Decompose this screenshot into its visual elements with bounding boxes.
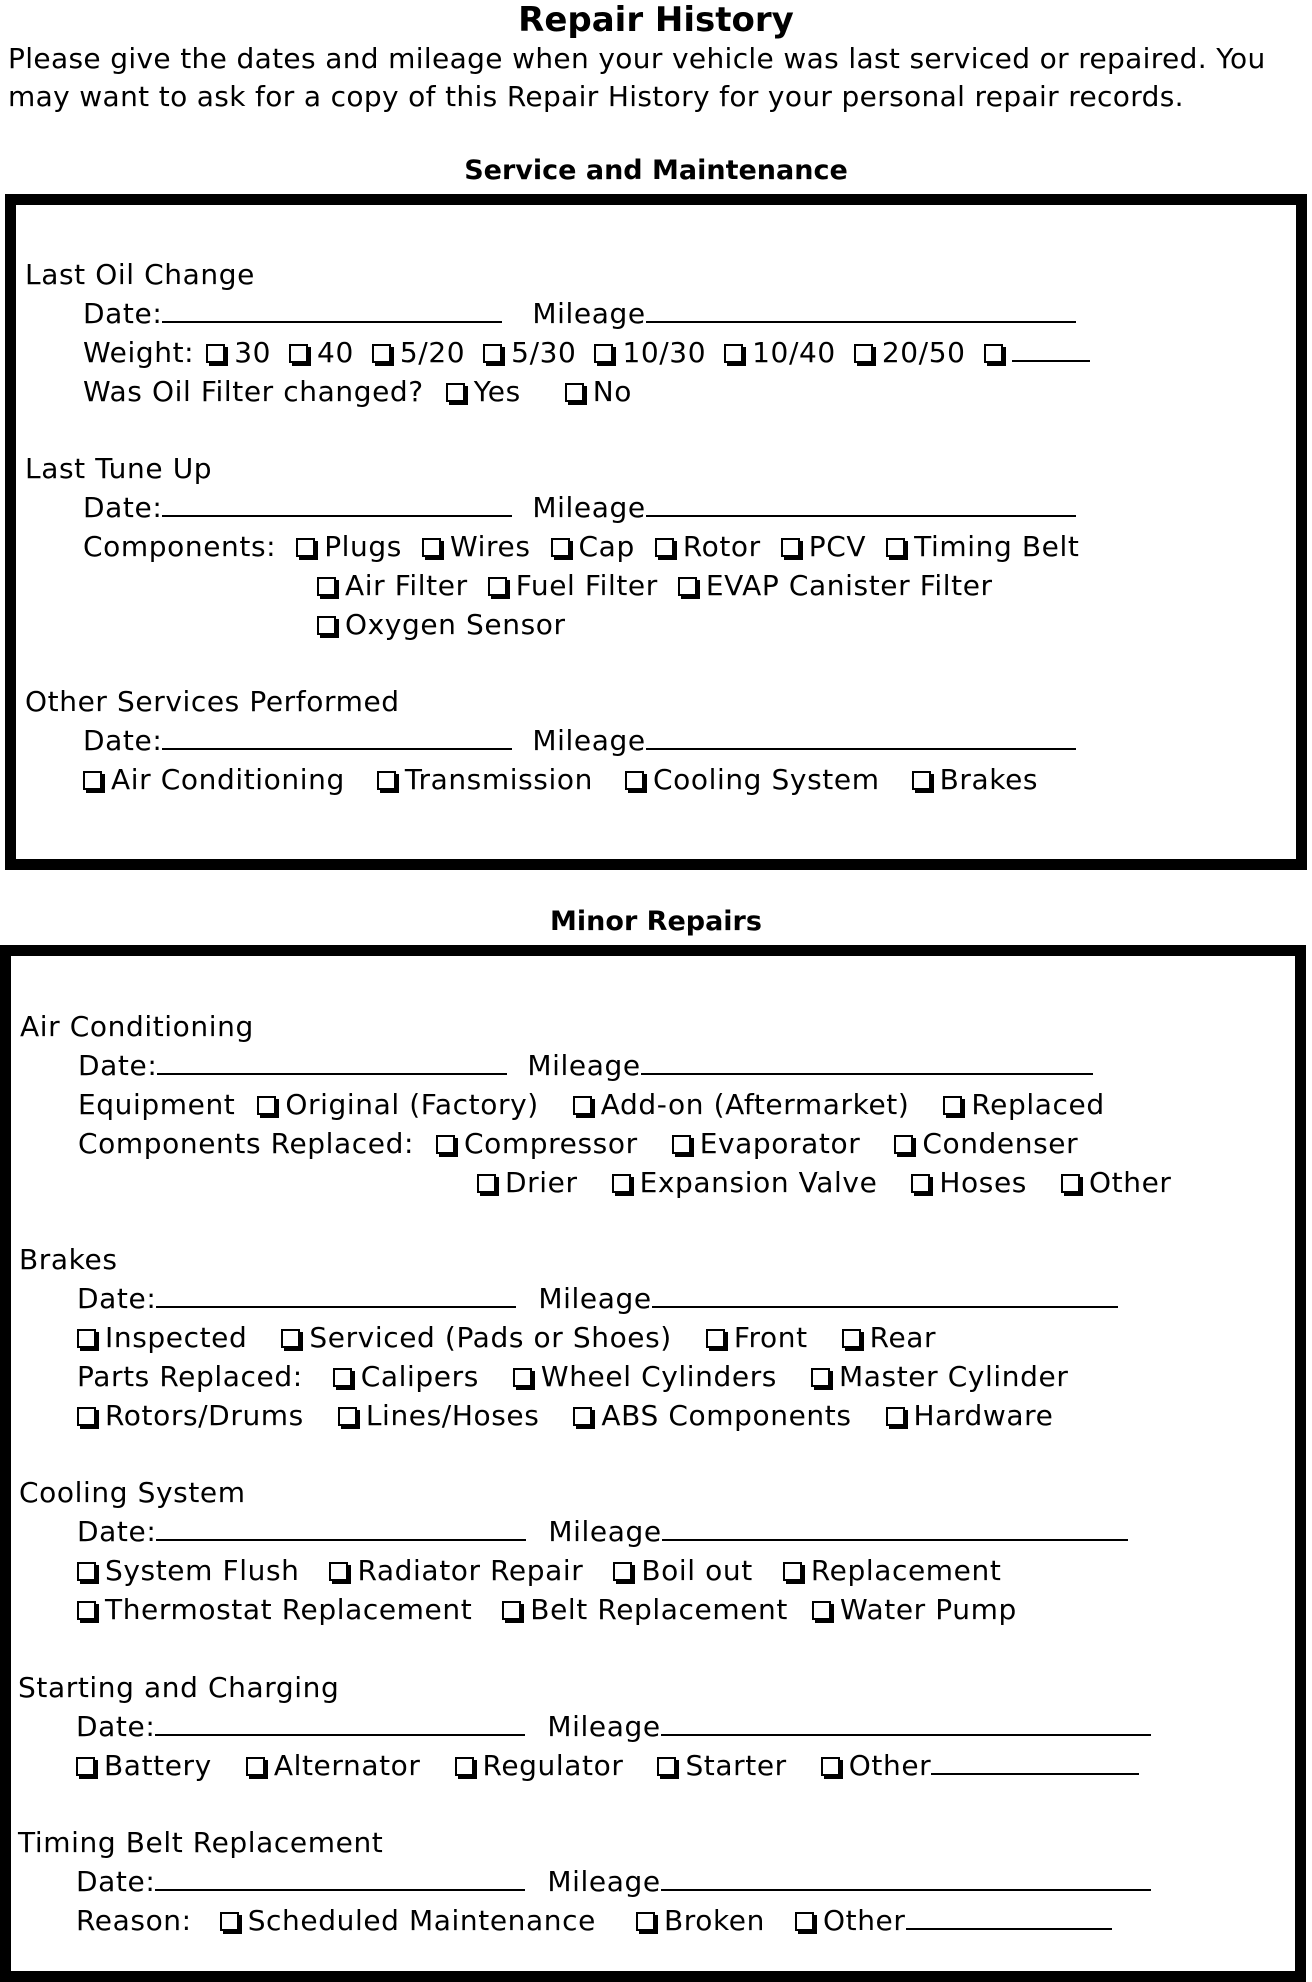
checkbox[interactable]	[886, 1407, 905, 1426]
component-option[interactable]: Timing Belt	[886, 527, 1079, 566]
checkbox[interactable]	[551, 538, 570, 557]
tune-up-title: Last Tune Up	[25, 452, 213, 485]
oil-change-title: Last Oil Change	[25, 258, 255, 291]
ac-date-row	[20, 1046, 1172, 1085]
checkbox[interactable]	[446, 383, 465, 402]
checkbox[interactable]	[513, 1368, 532, 1387]
other-services-group	[25, 682, 1076, 799]
checkbox[interactable]	[289, 344, 308, 363]
starting-charging-group	[18, 1668, 1151, 1785]
starting-charging-title: Starting and Charging	[18, 1671, 340, 1704]
checkbox[interactable]	[657, 1757, 676, 1776]
service-option[interactable]: Brakes	[912, 760, 1039, 799]
checkbox[interactable]	[436, 1135, 455, 1154]
brakes-parts-row-2	[19, 1396, 1118, 1435]
starting-other-option[interactable]: Other	[821, 1746, 1140, 1785]
cooling-group	[19, 1473, 1128, 1629]
checkbox[interactable]	[672, 1135, 691, 1154]
component-option[interactable]: Wires	[422, 527, 531, 566]
checkbox[interactable]	[317, 616, 336, 635]
timing-reason-row	[18, 1901, 1151, 1940]
timing-mileage-field[interactable]	[661, 1865, 1151, 1891]
cooling-options-row-2	[19, 1590, 1128, 1629]
weight-other-field[interactable]	[1012, 336, 1090, 362]
checkbox[interactable]	[333, 1368, 352, 1387]
weight-option[interactable]: 10/40	[724, 333, 836, 372]
checkbox[interactable]	[613, 1562, 632, 1581]
component-option[interactable]: Hoses	[911, 1163, 1027, 1202]
date-label: Date:	[77, 1515, 157, 1548]
cooling-option[interactable]: Radiator Repair	[329, 1551, 583, 1590]
starting-option[interactable]: Regulator	[455, 1746, 624, 1785]
reason-other-field[interactable]	[906, 1904, 1112, 1930]
oil-mileage-field[interactable]	[646, 297, 1076, 323]
starting-option[interactable]: Alternator	[246, 1746, 421, 1785]
brakes-parts-row	[19, 1357, 1118, 1396]
checkbox[interactable]	[894, 1135, 913, 1154]
starting-date-field[interactable]	[155, 1710, 525, 1736]
oil-date-field[interactable]	[162, 297, 502, 323]
part-option[interactable]: Calipers	[333, 1357, 479, 1396]
weight-label: Weight:	[83, 336, 195, 369]
weight-option-other[interactable]	[984, 333, 1090, 372]
weight-option[interactable]: 10/30	[594, 333, 706, 372]
date-label: Date:	[76, 1710, 156, 1743]
brakes-mileage-field[interactable]	[652, 1282, 1118, 1308]
tune-date-field[interactable]	[162, 491, 512, 517]
checkbox[interactable]	[338, 1407, 357, 1426]
component-option[interactable]: Compressor	[436, 1124, 638, 1163]
part-option[interactable]: ABS Components	[573, 1396, 851, 1435]
checkbox[interactable]	[422, 538, 441, 557]
component-option[interactable]: Oxygen Sensor	[317, 605, 566, 644]
brakes-title: Brakes	[19, 1243, 118, 1276]
checkbox[interactable]	[912, 771, 931, 790]
checkbox[interactable]	[781, 538, 800, 557]
checkbox[interactable]	[565, 383, 584, 402]
checkbox[interactable]	[77, 1562, 96, 1581]
reason-option[interactable]: Broken	[636, 1901, 765, 1940]
tune-date-row	[25, 488, 1079, 527]
date-label: Date:	[76, 1865, 156, 1898]
intro-text: Please give the dates and mileage when your vehicle was last serviced or repaired. You may want to ask for a copy of this Repair History for your personal repair records.	[8, 42, 1266, 113]
other-mileage-field[interactable]	[646, 724, 1076, 750]
component-option[interactable]: Expansion Valve	[612, 1163, 878, 1202]
reason-label: Reason:	[76, 1904, 192, 1937]
checkbox[interactable]	[77, 1601, 96, 1620]
ac-group	[20, 1007, 1172, 1202]
brakes-option[interactable]: Inspected	[77, 1318, 247, 1357]
part-option[interactable]: Rotors/Drums	[77, 1396, 304, 1435]
equipment-option[interactable]: Original (Factory)	[257, 1085, 538, 1124]
checkbox[interactable]	[329, 1562, 348, 1581]
cooling-mileage-field[interactable]	[662, 1515, 1128, 1541]
mileage-label: Mileage	[547, 1865, 661, 1898]
service-box	[5, 194, 1307, 870]
component-option[interactable]: Rotor	[655, 527, 761, 566]
cooling-option[interactable]: Thermostat Replacement	[77, 1590, 472, 1629]
checkbox[interactable]	[281, 1329, 300, 1348]
checkbox[interactable]	[842, 1329, 861, 1348]
checkbox[interactable]	[724, 344, 743, 363]
filter-yes-option[interactable]: Yes	[446, 372, 521, 411]
checkbox[interactable]	[984, 344, 1003, 363]
ac-title: Air Conditioning	[20, 1010, 254, 1043]
cooling-option[interactable]: Water Pump	[812, 1590, 1017, 1629]
mileage-label: Mileage	[547, 1710, 661, 1743]
ac-components-row-2	[20, 1163, 1172, 1202]
part-option[interactable]: Lines/Hoses	[338, 1396, 540, 1435]
weight-option[interactable]: 20/50	[854, 333, 966, 372]
weight-option[interactable]: 30	[206, 333, 271, 372]
checkbox[interactable]	[502, 1601, 521, 1620]
tune-mileage-field[interactable]	[646, 491, 1076, 517]
checkbox[interactable]	[811, 1368, 830, 1387]
tune-components-row-3	[25, 605, 1079, 644]
checkbox[interactable]	[455, 1757, 474, 1776]
checkbox[interactable]	[655, 538, 674, 557]
equipment-label: Equipment	[78, 1088, 236, 1121]
mileage-label: Mileage	[532, 724, 646, 757]
date-label: Date:	[83, 491, 163, 524]
brakes-date-field[interactable]	[156, 1282, 516, 1308]
reason-option[interactable]: Scheduled Maintenance	[220, 1901, 596, 1940]
starting-option[interactable]: Starter	[657, 1746, 786, 1785]
checkbox[interactable]	[377, 771, 396, 790]
mileage-label: Mileage	[538, 1282, 652, 1315]
other-date-row	[25, 721, 1076, 760]
checkbox[interactable]	[573, 1096, 592, 1115]
timing-date-field[interactable]	[155, 1865, 525, 1891]
component-option[interactable]: Cap	[551, 527, 635, 566]
date-label: Date:	[83, 724, 163, 757]
component-option[interactable]: Other	[1061, 1163, 1172, 1202]
checkbox[interactable]	[795, 1912, 814, 1931]
starting-date-row	[18, 1707, 1151, 1746]
ac-components-row	[20, 1124, 1172, 1163]
minor-repairs-box	[0, 945, 1306, 1982]
part-option[interactable]: Hardware	[886, 1396, 1054, 1435]
starting-mileage-field[interactable]	[661, 1710, 1151, 1736]
reason-other-option[interactable]: Other	[795, 1901, 1112, 1940]
other-services-title: Other Services Performed	[25, 685, 400, 718]
page-title: Repair History	[518, 0, 794, 40]
cooling-date-row	[19, 1512, 1128, 1551]
brakes-option[interactable]: Rear	[842, 1318, 937, 1357]
cooling-option[interactable]: Belt Replacement	[502, 1590, 788, 1629]
timing-date-row	[18, 1862, 1151, 1901]
checkbox[interactable]	[206, 344, 225, 363]
equipment-option[interactable]: Add-on (Aftermarket)	[573, 1085, 910, 1124]
weight-option[interactable]: 40	[289, 333, 354, 372]
cooling-date-field[interactable]	[156, 1515, 526, 1541]
checkbox[interactable]	[257, 1096, 276, 1115]
oil-weight-row	[25, 333, 1090, 372]
component-option[interactable]: EVAP Canister Filter	[678, 566, 993, 605]
checkbox[interactable]	[246, 1757, 265, 1776]
component-option[interactable]: Condenser	[894, 1124, 1078, 1163]
checkbox[interactable]	[573, 1407, 592, 1426]
starting-options-row	[18, 1746, 1151, 1785]
checkbox[interactable]	[477, 1174, 496, 1193]
mileage-label: Mileage	[532, 297, 646, 330]
date-label: Date:	[83, 297, 163, 330]
oil-date-row	[25, 294, 1090, 333]
date-label: Date:	[77, 1282, 157, 1315]
checkbox[interactable]	[220, 1912, 239, 1931]
mileage-label: Mileage	[548, 1515, 662, 1548]
checkbox[interactable]	[783, 1562, 802, 1581]
weight-option[interactable]: 5/20	[372, 333, 465, 372]
ac-equipment-row	[20, 1085, 1172, 1124]
checkbox[interactable]	[821, 1757, 840, 1776]
checkbox[interactable]	[854, 344, 873, 363]
equipment-option[interactable]: Replaced	[943, 1085, 1104, 1124]
checkbox[interactable]	[636, 1912, 655, 1931]
checkbox[interactable]	[483, 344, 502, 363]
mileage-label: Mileage	[532, 491, 646, 524]
cooling-title: Cooling System	[19, 1476, 246, 1509]
component-option[interactable]: Fuel Filter	[488, 566, 658, 605]
checkbox[interactable]	[886, 538, 905, 557]
other-date-field[interactable]	[162, 724, 512, 750]
brakes-service-row	[19, 1318, 1118, 1357]
component-option[interactable]: Drier	[477, 1163, 578, 1202]
ac-date-field[interactable]	[157, 1049, 507, 1075]
parts-replaced-label: Parts Replaced:	[77, 1360, 303, 1393]
component-option[interactable]: Evaporator	[672, 1124, 861, 1163]
components-replaced-label: Components Replaced:	[78, 1127, 415, 1160]
minor-repairs-heading: Minor Repairs	[550, 906, 762, 937]
checkbox[interactable]	[296, 538, 315, 557]
tune-up-group	[25, 449, 1079, 644]
service-option[interactable]: Air Conditioning	[83, 760, 345, 799]
filter-question: Was Oil Filter changed?	[83, 375, 424, 408]
service-heading: Service and Maintenance	[464, 155, 848, 186]
part-option[interactable]: Wheel Cylinders	[513, 1357, 777, 1396]
timing-belt-group	[18, 1823, 1151, 1940]
cooling-options-row	[19, 1551, 1128, 1590]
checkbox[interactable]	[83, 771, 102, 790]
service-option[interactable]: Transmission	[377, 760, 593, 799]
starting-other-field[interactable]	[931, 1749, 1139, 1775]
filter-no-option[interactable]: No	[565, 372, 632, 411]
checkbox[interactable]	[76, 1757, 95, 1776]
checkbox[interactable]	[372, 344, 391, 363]
checkbox[interactable]	[943, 1096, 962, 1115]
brakes-group	[19, 1240, 1118, 1435]
ac-mileage-field[interactable]	[641, 1049, 1093, 1075]
checkbox[interactable]	[77, 1329, 96, 1348]
brakes-option[interactable]: Front	[706, 1318, 808, 1357]
checkbox[interactable]	[594, 344, 613, 363]
component-option[interactable]: Air Filter	[317, 566, 468, 605]
checkbox[interactable]	[706, 1329, 725, 1348]
checkbox[interactable]	[612, 1174, 631, 1193]
checkbox[interactable]	[488, 577, 507, 596]
date-label: Date:	[78, 1049, 158, 1082]
checkbox[interactable]	[1061, 1174, 1080, 1193]
cooling-option[interactable]: Boil out	[613, 1551, 752, 1590]
checkbox[interactable]	[317, 577, 336, 596]
components-label: Components:	[83, 530, 277, 563]
part-option[interactable]: Master Cylinder	[811, 1357, 1068, 1396]
checkbox[interactable]	[911, 1174, 930, 1193]
brakes-date-row	[19, 1279, 1118, 1318]
checkbox[interactable]	[812, 1601, 831, 1620]
tune-components-row-2	[25, 566, 1079, 605]
weight-option[interactable]: 5/30	[483, 333, 576, 372]
timing-belt-title: Timing Belt Replacement	[18, 1826, 384, 1859]
mileage-label: Mileage	[527, 1049, 641, 1082]
checkbox[interactable]	[625, 771, 644, 790]
starting-option[interactable]: Battery	[76, 1746, 212, 1785]
checkbox[interactable]	[678, 577, 697, 596]
other-services-options-row	[25, 760, 1076, 799]
tune-components-row	[25, 527, 1079, 566]
service-option[interactable]: Cooling System	[625, 760, 880, 799]
cooling-option[interactable]: System Flush	[77, 1551, 299, 1590]
brakes-option[interactable]: Serviced (Pads or Shoes)	[281, 1318, 671, 1357]
cooling-option[interactable]: Replacement	[783, 1551, 1002, 1590]
component-option[interactable]: PCV	[781, 527, 866, 566]
oil-change-group	[25, 255, 1090, 411]
component-option[interactable]: Plugs	[296, 527, 402, 566]
oil-filter-row	[25, 372, 1090, 411]
checkbox[interactable]	[77, 1407, 96, 1426]
